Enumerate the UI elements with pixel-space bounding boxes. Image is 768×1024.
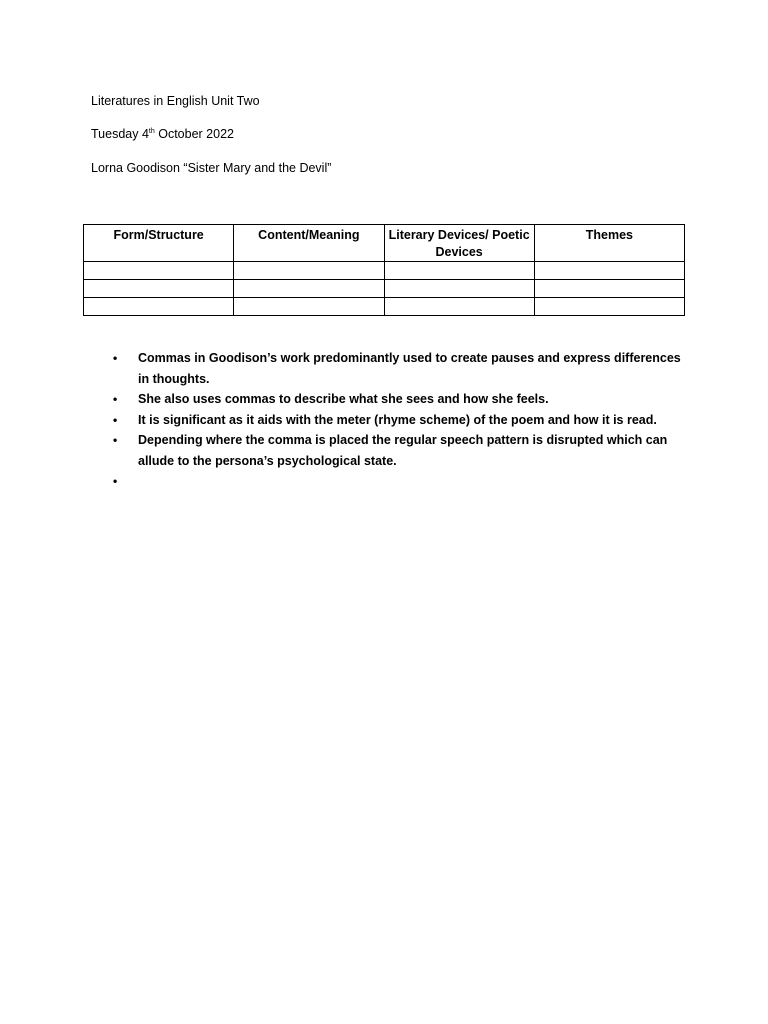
column-header-form-structure: Form/Structure: [84, 225, 234, 262]
column-header-content-meaning: Content/Meaning: [234, 225, 384, 262]
table-cell: [534, 262, 684, 280]
date-ordinal-suffix: th: [148, 127, 155, 135]
list-item-text: Depending where the comma is placed the regular speech pattern is disrupted which can allude to the persona’s psychological state.: [138, 433, 668, 468]
date-prefix: Tuesday 4: [91, 127, 149, 141]
table-row: [84, 280, 685, 298]
bullet-icon: •: [113, 392, 118, 406]
column-header-literary-devices: Literary Devices/ Poetic Devices: [384, 225, 534, 262]
table-cell: [234, 280, 384, 298]
table-cell: [234, 262, 384, 280]
bullet-icon: •: [113, 412, 118, 427]
list-item: [113, 389, 683, 410]
list-item: [113, 430, 683, 471]
notes-list: [113, 348, 683, 492]
table-row: [84, 262, 685, 280]
bullet-icon: •: [113, 474, 118, 488]
table-cell: [234, 298, 384, 316]
list-item-text: [138, 474, 141, 488]
bullet-icon: •: [113, 351, 118, 365]
table-cell: [84, 298, 234, 316]
date-rest: October 2022: [154, 127, 234, 141]
analysis-table: [83, 224, 685, 316]
list-item: [113, 348, 683, 389]
table-cell: [384, 262, 534, 280]
table-cell: [84, 280, 234, 298]
list-item-text: It is significant as it aids with the meter (rhyme scheme) of the poem and how it is read.: [138, 412, 657, 427]
table-row: [84, 298, 685, 316]
table-cell: [384, 298, 534, 316]
list-item: [113, 410, 683, 431]
table-header-row: [84, 225, 685, 262]
list-item-text: She also uses commas to describe what she sees and how she feels.: [138, 392, 549, 406]
table-cell: [534, 298, 684, 316]
lesson-date: [91, 126, 234, 142]
table-cell: [534, 280, 684, 298]
table-cell: [84, 262, 234, 280]
column-header-themes: Themes: [534, 225, 684, 262]
poem-title: Lorna Goodison “Sister Mary and the Devil”: [91, 161, 332, 175]
list-item-text: Commas in Goodison’s work predominantly used to create pauses and express differences in thoughts.: [138, 351, 681, 386]
bullet-icon: •: [113, 433, 118, 447]
table-cell: [384, 280, 534, 298]
list-item: [113, 471, 683, 492]
course-title: Literatures in English Unit Two: [91, 94, 260, 108]
